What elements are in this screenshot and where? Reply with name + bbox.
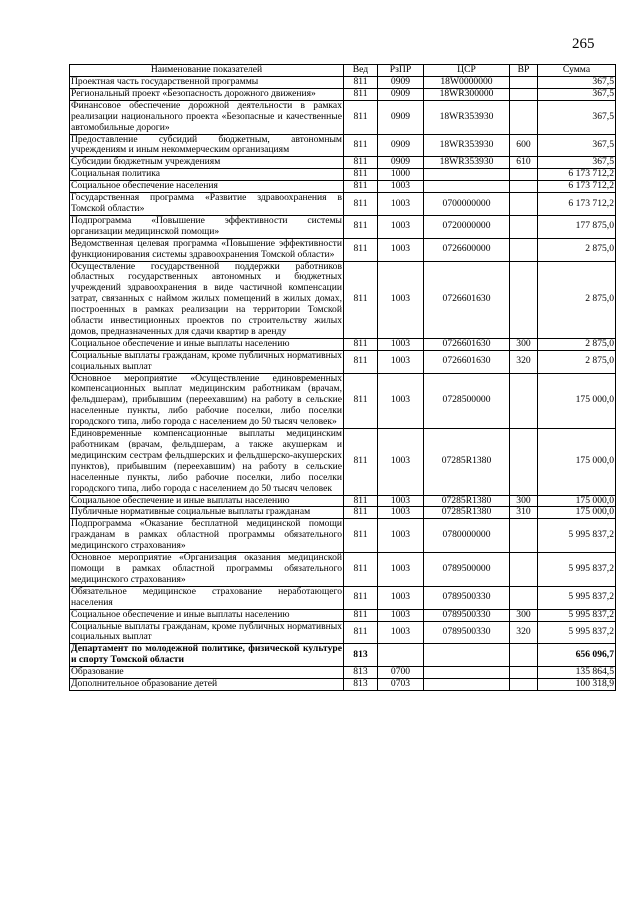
row-csr: 0700000000 xyxy=(424,193,510,216)
row-csr: 18WR300000 xyxy=(424,88,510,100)
table-row xyxy=(70,261,616,338)
row-vr: 300 xyxy=(510,609,538,621)
row-name: Социальное обеспечение и иные выплаты населению xyxy=(70,609,344,621)
row-ved: 811 xyxy=(344,429,378,495)
row-name: Публичные нормативные социальные выплаты гражданам xyxy=(70,507,344,519)
row-vr xyxy=(510,519,538,553)
row-ved: 813 xyxy=(344,667,378,679)
row-name: Социальные выплаты гражданам, кроме публичных нормативных социальных выплат xyxy=(71,620,342,643)
row-csr xyxy=(424,679,510,691)
table-row xyxy=(70,338,616,350)
row-vr xyxy=(510,644,538,667)
row-name: Субсидии бюджетным учреждениям xyxy=(70,157,344,169)
row-name: Единовременные компенсационные выплаты медицинским работникам (врачам, фельдшерам, а также акушеркам и медицинским сестрам фельдшерских и фельдшерско-акушерских пунктов), прибывшим (переехавшим) на работу в сельские населенные пункты, либо рабочие поселки, либо поселки городского типа, либо города с населением до 50 тысяч человек xyxy=(71,428,342,494)
row-vr xyxy=(510,667,538,679)
row-csr: 07285R1380 xyxy=(424,429,510,495)
row-ved: 811 xyxy=(344,621,378,644)
row-csr: 0726601630 xyxy=(424,261,510,338)
row-vr xyxy=(510,215,538,238)
row-csr: 0789500330 xyxy=(424,609,510,621)
header-rzpr: РзПР xyxy=(378,65,424,77)
header-name: Наименование показателей xyxy=(70,65,344,77)
row-sum: 135 864,5 xyxy=(538,667,616,679)
table-row xyxy=(70,215,616,238)
row-rzpr: 1003 xyxy=(378,338,424,350)
row-sum: 367,5 xyxy=(538,134,616,157)
row-name: Финансовое обеспечение дорожной деятельности в рамках реализации национального проекта «Безопасные и качественные автомобильные дороги» xyxy=(71,99,342,133)
row-sum: 2 875,0 xyxy=(538,261,616,338)
row-vr xyxy=(510,553,538,587)
row-vr: 600 xyxy=(510,134,538,157)
row-ved: 811 xyxy=(344,238,378,261)
row-vr xyxy=(510,238,538,261)
table-row xyxy=(70,495,616,507)
row-rzpr: 1003 xyxy=(378,553,424,587)
row-rzpr: 1003 xyxy=(378,261,424,338)
table-row xyxy=(70,553,616,587)
row-sum: 100 318,9 xyxy=(538,679,616,691)
row-sum: 367,5 xyxy=(538,88,616,100)
table-row xyxy=(70,181,616,193)
row-vr: 320 xyxy=(510,350,538,373)
row-sum: 5 995 837,2 xyxy=(538,621,616,644)
row-sum: 5 995 837,2 xyxy=(538,609,616,621)
table-row xyxy=(70,88,616,100)
row-csr: 0789500330 xyxy=(424,621,510,644)
row-sum: 5 995 837,2 xyxy=(538,519,616,553)
table-row xyxy=(70,679,616,691)
row-csr: 07285R1380 xyxy=(424,507,510,519)
row-name: Проектная часть государственной программы xyxy=(70,77,344,89)
row-rzpr: 1003 xyxy=(378,507,424,519)
row-name: Основное мероприятие «Организация оказания медицинской помощи в рамках областной программы обязательного медицинского страхования» xyxy=(71,552,342,585)
row-ved: 811 xyxy=(344,77,378,89)
row-sum: 656 096,7 xyxy=(538,644,616,667)
row-name: Государственная программа «Развитие здравоохранения в Томской области» xyxy=(71,192,342,214)
row-sum: 5 995 837,2 xyxy=(538,586,616,609)
table-row xyxy=(70,667,616,679)
row-sum: 175 000,0 xyxy=(538,507,616,519)
table-row xyxy=(70,134,616,157)
table-row xyxy=(70,157,616,169)
row-csr xyxy=(424,181,510,193)
row-csr: 0720000000 xyxy=(424,215,510,238)
row-ved: 811 xyxy=(344,215,378,238)
row-rzpr: 1003 xyxy=(378,519,424,553)
table-row xyxy=(70,586,616,609)
row-csr: 0726601630 xyxy=(424,338,510,350)
row-rzpr: 1003 xyxy=(378,193,424,216)
header-vr: ВР xyxy=(510,65,538,77)
row-rzpr: 1000 xyxy=(378,169,424,181)
row-name: Социальное обеспечение и иные выплаты населению xyxy=(70,338,344,350)
row-ved: 811 xyxy=(344,350,378,373)
row-rzpr: 0703 xyxy=(378,679,424,691)
row-sum: 6 173 712,2 xyxy=(538,193,616,216)
row-csr xyxy=(424,169,510,181)
table-row xyxy=(70,238,616,261)
row-ved: 811 xyxy=(344,609,378,621)
row-ved: 811 xyxy=(344,507,378,519)
row-csr: 0789500330 xyxy=(424,586,510,609)
row-ved: 813 xyxy=(344,644,378,667)
row-rzpr xyxy=(378,644,424,667)
row-rzpr: 1003 xyxy=(378,373,424,429)
row-name: Основное мероприятие «Осуществление единовременных компенсационных выплат медицинским работникам (врачам, фельдшерам), прибывшим (переехавшим) на работу в сельские населенные пункты, либо рабочие поселки, либо поселки городского типа, либо города с населением до 50 тысяч человек» xyxy=(71,372,342,428)
row-rzpr: 1003 xyxy=(378,429,424,495)
row-ved: 811 xyxy=(344,261,378,338)
table-row xyxy=(70,100,616,134)
row-vr: 310 xyxy=(510,507,538,519)
row-name: Департамент по молодежной политике, физической культуре и спорту Томской области xyxy=(71,643,342,666)
row-sum: 2 875,0 xyxy=(538,338,616,350)
table-row xyxy=(70,609,616,621)
row-name: Социальные выплаты гражданам, кроме публичных нормативных социальных выплат xyxy=(71,349,342,372)
row-rzpr: 0700 xyxy=(378,667,424,679)
row-vr: 610 xyxy=(510,157,538,169)
table-row xyxy=(70,519,616,553)
row-csr: 0726600000 xyxy=(424,238,510,261)
row-csr: 18W0000000 xyxy=(424,77,510,89)
row-sum: 6 173 712,2 xyxy=(538,169,616,181)
row-rzpr: 0909 xyxy=(378,157,424,169)
header-ved: Вед xyxy=(344,65,378,77)
row-csr xyxy=(424,667,510,679)
row-sum: 175 000,0 xyxy=(538,373,616,429)
row-vr: 300 xyxy=(510,495,538,507)
row-name: Подпрограмма «Повышение эффективности системы организации медицинской помощи» xyxy=(71,214,342,237)
header-csr: ЦСР xyxy=(424,65,510,77)
row-ved: 811 xyxy=(344,586,378,609)
table-row xyxy=(70,77,616,89)
row-ved: 811 xyxy=(344,519,378,553)
row-rzpr: 0909 xyxy=(378,77,424,89)
row-ved: 811 xyxy=(344,338,378,350)
budget-table xyxy=(69,64,616,691)
table-row xyxy=(70,429,616,495)
table-header-row xyxy=(70,65,616,77)
table-row xyxy=(70,621,616,644)
row-rzpr: 1003 xyxy=(378,350,424,373)
table-row xyxy=(70,350,616,373)
row-ved: 811 xyxy=(344,181,378,193)
row-name: Обязательное медицинское страхование неработающего населения xyxy=(71,585,342,608)
row-rzpr: 1003 xyxy=(378,238,424,261)
row-csr: 18WR353930 xyxy=(424,134,510,157)
row-rzpr: 1003 xyxy=(378,495,424,507)
row-csr: 0726601630 xyxy=(424,350,510,373)
row-rzpr: 0909 xyxy=(378,100,424,134)
row-csr: 07285R1380 xyxy=(424,495,510,507)
row-sum: 367,5 xyxy=(538,100,616,134)
row-ved: 811 xyxy=(344,495,378,507)
row-name: Региональный проект «Безопасность дорожного движения» xyxy=(70,88,344,100)
row-name: Предоставление субсидий бюджетным, автономным учреждениям и иным некоммерческим организациям xyxy=(71,133,342,156)
row-ved: 813 xyxy=(344,679,378,691)
row-sum: 367,5 xyxy=(538,157,616,169)
row-vr: 320 xyxy=(510,621,538,644)
row-vr xyxy=(510,429,538,495)
row-ved: 811 xyxy=(344,169,378,181)
row-name: Социальная политика xyxy=(70,169,344,181)
row-sum: 5 995 837,2 xyxy=(538,553,616,587)
row-rzpr: 0909 xyxy=(378,134,424,157)
row-vr xyxy=(510,181,538,193)
row-vr xyxy=(510,261,538,338)
row-sum: 175 000,0 xyxy=(538,429,616,495)
table-row xyxy=(70,169,616,181)
row-csr: 18WR353930 xyxy=(424,157,510,169)
table-row xyxy=(70,193,616,216)
row-rzpr: 1003 xyxy=(378,609,424,621)
row-name: Социальное обеспечение населения xyxy=(70,181,344,193)
table-row xyxy=(70,507,616,519)
row-vr xyxy=(510,679,538,691)
row-csr: 0728500000 xyxy=(424,373,510,429)
row-vr xyxy=(510,169,538,181)
row-rzpr: 1003 xyxy=(378,586,424,609)
row-csr: 18WR353930 xyxy=(424,100,510,134)
row-ved: 811 xyxy=(344,157,378,169)
header-sum: Сумма xyxy=(538,65,616,77)
row-sum: 2 875,0 xyxy=(538,350,616,373)
row-ved: 811 xyxy=(344,100,378,134)
row-csr: 0789500000 xyxy=(424,553,510,587)
row-name: Ведомственная целевая программа «Повышение эффективности функционирования системы здравоохранения Томской области» xyxy=(71,237,342,260)
row-sum: 175 000,0 xyxy=(538,495,616,507)
row-csr xyxy=(424,644,510,667)
row-vr xyxy=(510,100,538,134)
row-name: Дополнительное образование детей xyxy=(70,679,344,691)
row-rzpr: 0909 xyxy=(378,88,424,100)
row-rzpr: 1003 xyxy=(378,215,424,238)
row-name: Образование xyxy=(70,667,344,679)
row-rzpr: 1003 xyxy=(378,181,424,193)
row-sum: 367,5 xyxy=(538,77,616,89)
row-vr xyxy=(510,373,538,429)
row-rzpr: 1003 xyxy=(378,621,424,644)
table-row xyxy=(70,644,616,667)
row-name: Подпрограмма «Оказание бесплатной медицинской помощи гражданам в рамках областной программы обязательного медицинского страхования» xyxy=(71,518,342,552)
row-vr xyxy=(510,193,538,216)
row-vr xyxy=(510,88,538,100)
row-ved: 811 xyxy=(344,553,378,587)
row-name: Социальное обеспечение и иные выплаты населению xyxy=(70,495,344,507)
table-row xyxy=(70,373,616,429)
row-ved: 811 xyxy=(344,193,378,216)
row-vr xyxy=(510,77,538,89)
row-sum: 6 173 712,2 xyxy=(538,181,616,193)
row-vr: 300 xyxy=(510,338,538,350)
row-ved: 811 xyxy=(344,134,378,157)
row-csr: 0780000000 xyxy=(424,519,510,553)
row-vr xyxy=(510,586,538,609)
row-ved: 811 xyxy=(344,88,378,100)
row-ved: 811 xyxy=(344,373,378,429)
row-sum: 177 875,0 xyxy=(538,215,616,238)
row-name: Осуществление государственной поддержки работников областных государственных автономных и бюджетных учреждений здравоохранения в виде частичной компенсации затрат, связанных с наймом жилых помещений в жилых домах, построенных в рамках реализации на территории Томской области инвестиционных проектов по строительству жилых домов, предназначенных для сдачи квартир в аренду xyxy=(71,260,342,337)
row-sum: 2 875,0 xyxy=(538,238,616,261)
page-number: 265 xyxy=(572,36,595,52)
